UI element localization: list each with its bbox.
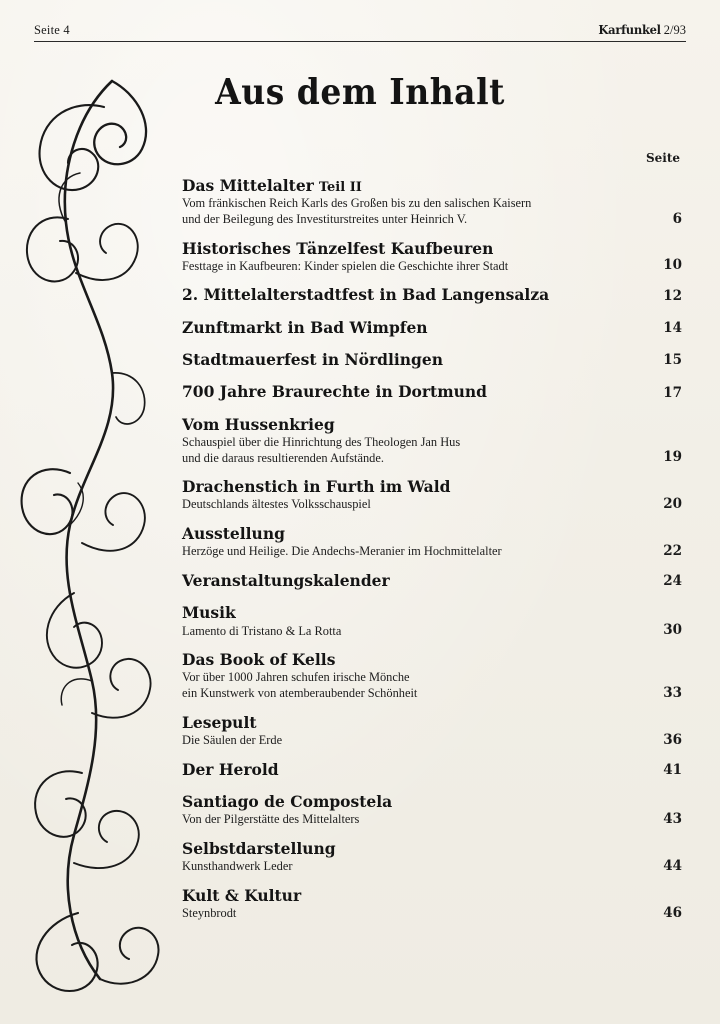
ornament-column (34, 151, 182, 934)
magazine-brand-label: Karfunkel (598, 22, 661, 37)
toc-entry-subtitle: Lamento di Tristano & La Rotta (182, 623, 342, 638)
toc-entry-title: Selbstdarstellung (182, 838, 336, 858)
toc-entry-title: Historisches Tänzelfest Kaufbeuren (182, 238, 494, 258)
toc-entry-page: 36 (663, 731, 682, 748)
toc-entry-page: 30 (663, 622, 682, 639)
toc-entry-page: 22 (663, 542, 682, 559)
toc-entry-subtitle: Steynbrodt (182, 905, 237, 920)
toc-entry-title: Ausstellung (182, 524, 285, 544)
toc-entry-main (182, 793, 648, 828)
toc-entry[interactable] (182, 319, 682, 337)
toc-entry-title: Lesepult (182, 712, 257, 732)
toc-entry-title: Der Herold (182, 759, 279, 779)
toc-entry-subtitle: Von der Pilgerstätte des Mittelalters (182, 812, 360, 827)
toc-entry[interactable] (182, 416, 682, 467)
table-of-contents (182, 151, 686, 934)
toc-entry[interactable] (182, 525, 682, 560)
toc-entry-page: 46 (663, 904, 682, 921)
toc-entry[interactable] (182, 714, 682, 749)
toc-entry-page: 14 (663, 320, 682, 337)
toc-entry-main (182, 383, 648, 401)
toc-entry-title: Veranstaltungskalender (182, 570, 390, 590)
toc-entry-main (182, 604, 648, 639)
toc-entry-title: 2. Mittelalterstadtfest in Bad Langensalza (182, 285, 550, 305)
toc-entry-subtitle: Vor über 1000 Jahren schufen irische Mönche ein Kunstwerk von atemberaubender Schönheit (182, 670, 418, 701)
magazine-issue-info (593, 22, 686, 38)
toc-entry-main (182, 572, 648, 590)
toc-entry-main (182, 651, 648, 702)
toc-entry[interactable] (182, 793, 682, 828)
toc-entry[interactable] (182, 572, 682, 590)
toc-entry-main (182, 714, 648, 749)
toc-entry-title: Santiago de Compostela (182, 791, 393, 811)
toc-entry-title: Stadtmauerfest in Nördlingen (182, 350, 444, 370)
toc-entry-subtitle: Schauspiel über die Hinrichtung des Theologen Jan Hus und die daraus resultierenden Aufstände. (182, 434, 461, 465)
toc-entry-main (182, 177, 648, 228)
toc-entry[interactable] (182, 240, 682, 275)
toc-entry-page: 41 (663, 761, 682, 778)
magazine-issue-label: 2/93 (663, 23, 686, 37)
toc-entry-main (182, 525, 648, 560)
toc-entry[interactable] (182, 761, 682, 779)
toc-entry-main (182, 478, 648, 513)
toc-entry-main (182, 416, 648, 467)
toc-entry[interactable] (182, 840, 682, 875)
toc-entry-page: 44 (663, 857, 682, 874)
toc-entry-page: 10 (663, 257, 682, 274)
page-column-header: Seite (645, 151, 680, 165)
page-header (34, 22, 686, 42)
toc-entry[interactable] (182, 351, 682, 369)
toc-entry[interactable] (182, 177, 682, 228)
toc-entry[interactable] (182, 651, 682, 702)
toc-entry-main (182, 240, 648, 275)
toc-entry-page: 19 (663, 449, 682, 466)
toc-entry-title: Vom Hussenkrieg (182, 414, 335, 434)
toc-entry-main (182, 761, 648, 779)
toc-entry-page: 24 (663, 573, 682, 590)
toc-entry-page: 15 (663, 352, 682, 369)
toc-entry-subtitle: Festtage in Kaufbeuren: Kinder spielen die Geschichte ihrer Stadt (182, 258, 509, 273)
toc-entry-subtitle: Kunsthandwerk Leder (182, 859, 293, 874)
toc-entry-part: Teil II (318, 180, 362, 195)
toc-entry-subtitle: Vom fränkischen Reich Karls des Großen bis zu den salischen Kaisern und der Beilegung des Investiturstreites unter Heinrich V. (182, 196, 532, 226)
page-content (34, 151, 686, 934)
toc-entry-main (182, 319, 648, 337)
page-title: Aus dem Inhalt (215, 70, 505, 113)
toc-entry-main (182, 887, 648, 922)
toc-entry-title-text: Das Mittelalter (182, 176, 314, 195)
toc-entry-main (182, 286, 648, 304)
toc-entry-page: 6 (672, 210, 682, 227)
toc-entry-page: 33 (663, 684, 682, 701)
toc-entry[interactable] (182, 383, 682, 401)
toc-entry[interactable] (182, 286, 682, 304)
toc-entry[interactable] (182, 604, 682, 639)
toc-entry[interactable] (182, 478, 682, 513)
toc-entry-subtitle: Deutschlands ältestes Volksschauspiel (182, 497, 371, 512)
floral-flourish-ornament (8, 73, 198, 1013)
toc-entry-subtitle: Die Säulen der Erde (182, 732, 283, 747)
toc-entry-title: Das Book of Kells (182, 650, 336, 670)
toc-entry-title: Kult & Kultur (182, 885, 302, 905)
toc-entry-title: Drachenstich in Furth im Wald (182, 477, 451, 497)
toc-entry-page: 12 (663, 287, 682, 304)
toc-entry-page: 20 (663, 496, 682, 513)
toc-entry-main (182, 351, 648, 369)
toc-entry-title (182, 177, 638, 195)
toc-entry-subtitle: Herzöge und Heilige. Die Andechs-Meranier im Hochmittelalter (182, 544, 502, 559)
toc-entry-main (182, 840, 648, 875)
toc-entry-title: 700 Jahre Braurechte in Dortmund (182, 382, 487, 402)
page-number-label: Seite 4 (34, 23, 70, 37)
toc-entry-page: 43 (663, 810, 682, 827)
toc-entry-title: Zunftmarkt in Bad Wimpfen (182, 317, 428, 337)
toc-entry-page: 17 (663, 384, 682, 401)
toc-entry-title: Musik (182, 603, 236, 623)
toc-entry[interactable] (182, 887, 682, 922)
